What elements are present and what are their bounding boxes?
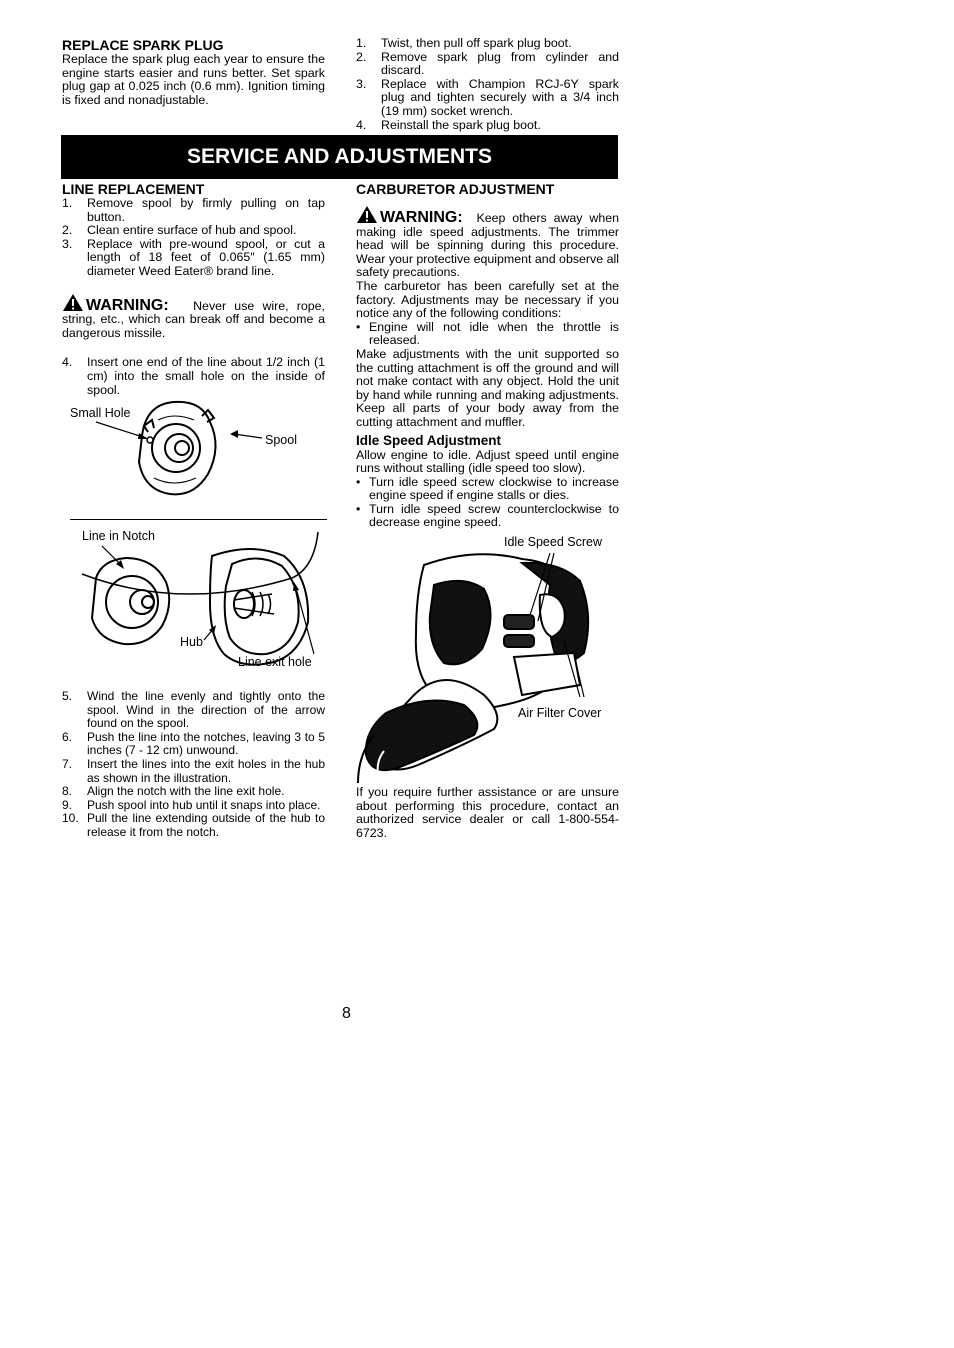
section-banner: SERVICE AND ADJUSTMENTS — [61, 135, 618, 179]
trimmer-engine-figure — [354, 545, 620, 785]
list-item: 5. Wind the line evenly and tightly onto the spool. Wind in the direction of the arrow found on the spool. — [62, 689, 325, 731]
spark-plug-step-list — [356, 37, 619, 132]
list-item: 7. Insert the lines into the exit holes in the hub as shown in the illustration. — [62, 756, 325, 785]
line-replacement-section — [62, 181, 325, 397]
spool-label: Spool — [265, 433, 297, 447]
line-steps-b — [62, 690, 325, 840]
list-item: 6. Push the line into the notches, leaving 3 to 5 inches (7 - 12 cm) unwound. — [62, 729, 325, 758]
list-item: 2. Remove spark plug from cylinder and discard. — [356, 49, 619, 78]
warning-text: Never use wire, rope, string, etc., which can break off and become a dangerous missile. — [62, 298, 325, 340]
hub-label: Hub — [180, 635, 203, 649]
list-item: 10. Pull the line extending outside of the hub to release it from the notch. — [62, 811, 325, 839]
idle-speed-heading: Idle Speed Adjustment — [356, 432, 502, 448]
carburetor-closing: If you require further assistance or are unsure about performing this procedure, contact an authorized service dealer or call 1-800-554-6723. — [356, 785, 619, 840]
line-warning — [62, 293, 325, 341]
carburetor-warning — [356, 205, 619, 280]
warning-label: WARNING: — [86, 296, 169, 314]
line-exit-hole-label: Line exit hole — [238, 655, 312, 669]
line-step-4 — [62, 356, 325, 397]
carburetor-section — [356, 181, 619, 530]
warning-label: WARNING: — [380, 209, 463, 226]
carburetor-para1: The carburetor has been carefully set at the factory. Adjustments may be necessary if you notice any of the following conditions: — [356, 278, 619, 321]
spark-plug-steps — [356, 37, 619, 132]
spark-plug-section — [62, 37, 325, 107]
warning-triangle-icon — [356, 205, 378, 224]
line-replacement-heading: LINE REPLACEMENT — [62, 181, 205, 197]
carburetor-conditions — [356, 321, 619, 348]
warning-text: Keep others away when making idle speed adjustments. The trimmer head will be spinning during this procedure. Wear your protective equipment and observe all safety precautions. — [356, 211, 620, 280]
list-item: 2. Clean entire surface of hub and spool. — [62, 223, 297, 238]
idle-speed-screw-label: Idle Speed Screw — [504, 535, 602, 549]
air-filter-cover-label: Air Filter Cover — [518, 706, 602, 720]
carburetor-para2: Make adjustments with the unit supported so the cutting attachment is off the ground and will not make contact with any object. Hold the unit by hand while running and making adjustments. Keep all parts of your body away from the cutting attachment and muffler. — [356, 346, 619, 429]
line-steps-a — [62, 197, 325, 279]
spark-plug-heading: REPLACE SPARK PLUG — [62, 37, 224, 53]
figure-divider — [70, 519, 327, 520]
small-hole-label: Small Hole — [70, 406, 131, 420]
list-item: 3. Replace with pre-wound spool, or cut a length of 18 feet of 0.065″ (1.65 mm) diameter Weed Eater® brand line. — [62, 236, 325, 278]
spark-plug-intro: Replace the spark plug each year to ensure the engine starts easier and runs better. Set spark plug gap at 0.025 inch (0.6 mm). Ignition timing is fixed and nonadjustable. — [62, 52, 325, 107]
idle-speed-bullets — [356, 476, 619, 530]
list-item: 3. Replace with Champion RCJ-6Y spark plug and tighten securely with a 3/4 inch (19 mm) socket wrench. — [356, 76, 619, 118]
idle-speed-para: Allow engine to idle. Adjust speed until engine runs without stalling (idle speed too slow). — [356, 447, 619, 476]
carburetor-heading: CARBURETOR ADJUSTMENT — [356, 181, 555, 197]
list-item: • Turn idle speed screw clockwise to increase engine speed if engine stalls or dies. — [356, 474, 619, 503]
line-in-notch-label: Line in Notch — [82, 529, 155, 543]
list-item: 1. Twist, then pull off spark plug boot. — [356, 36, 572, 50]
list-item: 4. Insert one end of the line about 1/2 inch (1 cm) into the small hole on the inside of spool. — [62, 355, 325, 397]
list-item: • Engine will not idle when the throttle is released. — [356, 319, 619, 348]
warning-triangle-icon — [62, 293, 84, 312]
list-item: 4. Reinstall the spark plug boot. — [356, 117, 541, 132]
list-item: 1. Remove spool by firmly pulling on tap button. — [62, 196, 325, 224]
list-item: 8. Align the notch with the line exit hole. — [62, 784, 285, 799]
page-number: 8 — [342, 1005, 351, 1022]
list-item: • Turn idle speed screw counterclockwise to decrease engine speed. — [356, 501, 619, 530]
list-item: 9. Push spool into hub until it snaps into place. — [62, 797, 321, 812]
